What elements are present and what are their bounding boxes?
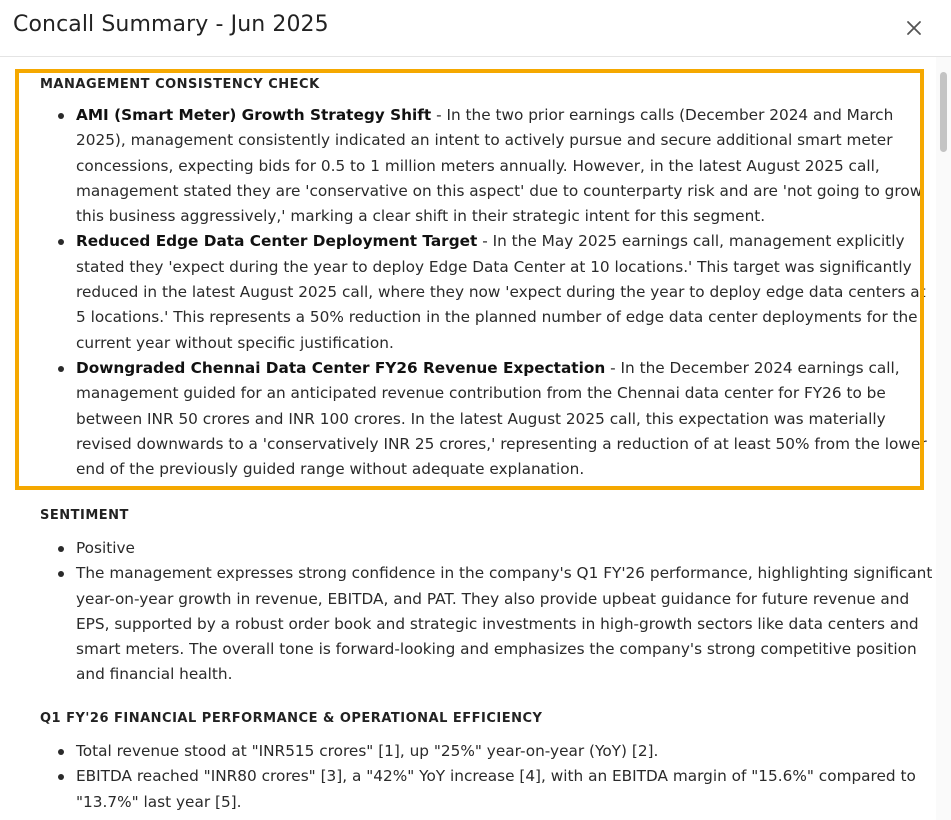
close-icon[interactable]: [906, 20, 922, 36]
modal-header: [0, 0, 951, 57]
scrollbar[interactable]: [936, 57, 951, 820]
item-title: Reduced Edge Data Center Deployment Target: [76, 232, 478, 251]
list-item: The management expresses strong confidence in the company's Q1 FY'26 performance, highlighting significant year-on-year growth in revenue, EBITDA, and PAT. They also provide upbeat guidance for future revenue and EPS, supported by a robust order book and strategic investments in high-growth sectors like data centers and smart meters. The overall tone is forward-looking and emphasizes the company's strong competitive position and financial health.: [76, 561, 935, 687]
list-item: [76, 103, 935, 229]
modal-body[interactable]: [0, 57, 936, 820]
close-button[interactable]: [898, 12, 930, 44]
list-item: [76, 356, 935, 482]
performance-section: [40, 711, 935, 815]
modal-title: Concall Summary - Jun 2025: [13, 12, 329, 37]
section-heading: Q1 FY'26 FINANCIAL PERFORMANCE & OPERATIONAL EFFICIENCY: [40, 711, 543, 726]
consistency-section: [40, 77, 935, 482]
item-text: - In the December 2024 earnings call, management guided for an anticipated revenue contribution from the Chennai data center for FY26 to be between INR 50 crores and INR 100 crores. In the latest August 2025 call, this expectation was materially revised downwards to a 'conservatively INR 25 crores,' representing a reduction of at least 50% from the lower end of the previously guided range without adequate explanation.: [76, 358, 927, 479]
section-heading: MANAGEMENT CONSISTENCY CHECK: [40, 77, 320, 92]
section-heading: SENTIMENT: [40, 508, 129, 523]
list-item: Positive: [76, 536, 935, 561]
list-item: [76, 229, 935, 355]
item-title: AMI (Smart Meter) Growth Strategy Shift: [76, 106, 432, 124]
item-text: - In the May 2025 earnings call, management explicitly stated they 'expect during the year to deploy Edge Data Center at 10 locations.' This target was significantly reduced in the latest August 2025 call, where they now 'expect during the year to deploy edge data centers at 5 locations.' This represents a 50% reduction in the planned number of edge data center deployments for the current year without specific justification.: [76, 232, 926, 352]
list-item: Total revenue stood at "INR515 crores" [1], up "25%" year-on-year (YoY) [2].: [76, 739, 935, 764]
sentiment-section: [40, 508, 935, 688]
item-text: - In the two prior earnings calls (December 2024 and March 2025), management consistently indicated an intent to actively pursue and secure additional smart meter concessions, expecting bids for 0.5 to 1 million meters annually. However, in the latest August 2025 call, management stated they are 'conservative on this aspect' due to counterparty risk and are 'not going to grow this business aggressively,' marking a clear shift in their strategic intent for this segment.: [76, 106, 923, 226]
scrollbar-thumb[interactable]: [940, 72, 947, 152]
item-title: Downgraded Chennai Data Center FY26 Revenue Expectation: [76, 358, 606, 377]
list-item: EBITDA reached "INR80 crores" [3], a "42%" YoY increase [4], with an EBITDA margin of "15.6%" compared to "13.7%" last year [5].: [76, 764, 935, 815]
performance-list: [40, 739, 935, 815]
consistency-list: [40, 103, 935, 482]
sentiment-list: [40, 536, 935, 688]
